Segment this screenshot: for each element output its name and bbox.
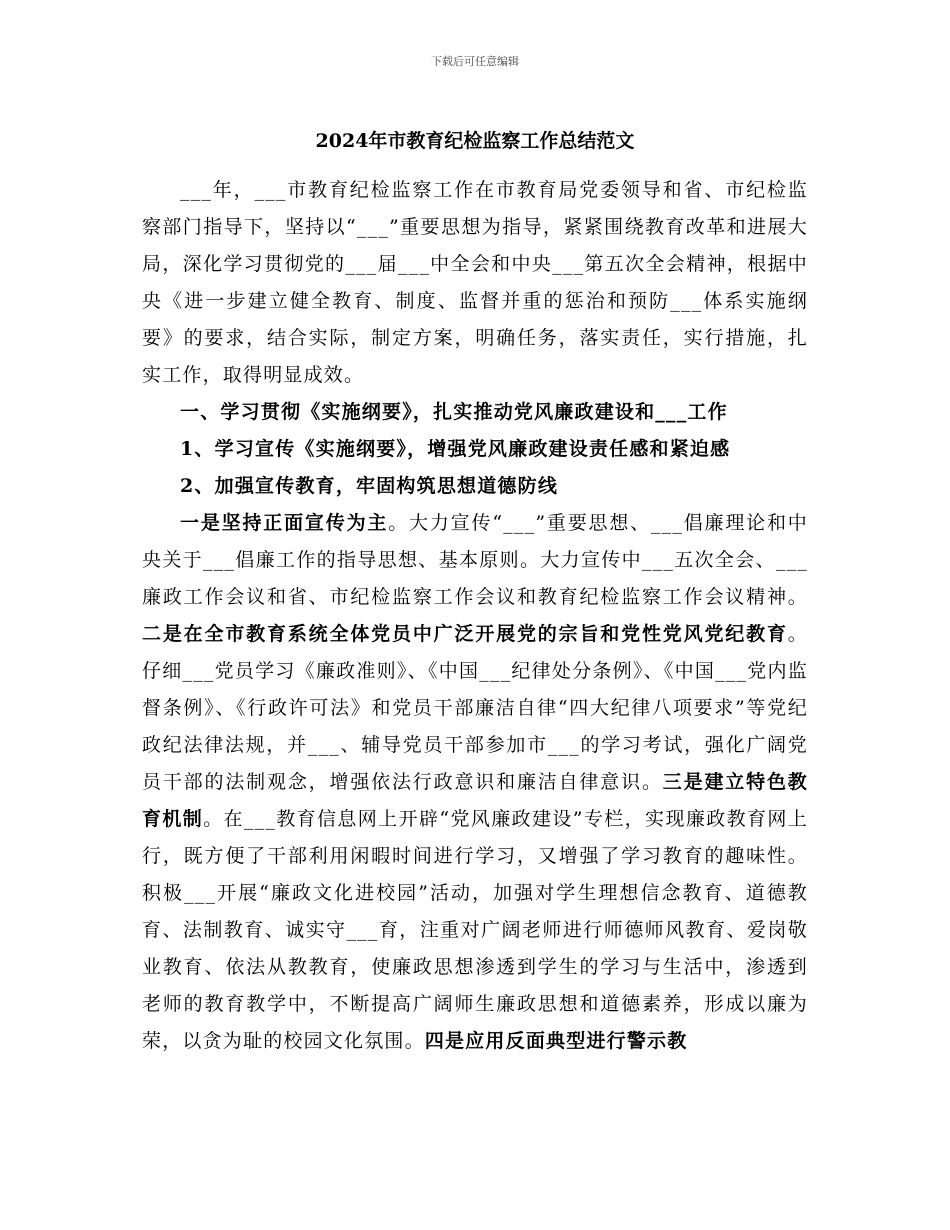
section-heading: 一、学习贯彻《实施纲要》，扎实推动党风廉政建设和___工作 [180,401,728,423]
section-heading: 2、加强宣传教育，牢固构筑思想道德防线 [180,475,559,497]
paragraph-text: 。在___教育信息网上开辟“党风廉政建设”专栏，实现廉政教育网上行，既方便了干部利用闲暇时间进行学习，又增强了学习教育的趣味性。积极___开展“廉政文化进校园”活动，加强对学生理想信念教育、道德教育、法制教育、诚实守___育，注重对广阔老师进行师德师风教育、爱岗敬业教育、依法从教教育，使廉政思想渗透到学生的学习与生活中，渗透到老师的教育教学中，不断提高广阔师生廉政思想和道德素养，形成以廉为荣，以贪为耻的校园文化氛围。 [142,808,808,1052]
emphasis-lead: 四是应用反面典型进行警示教 [424,1030,688,1052]
emphasis-lead: 一是坚持正面宣传为主 [180,512,389,534]
paragraph-text: 。大力宣传“___”重要思想、___倡廉理论和中央关于___倡廉工作的指导思想、基本原则。大力宣传中___五次全会、___廉政工作会议和省、市纪检监察工作会议和教育纪检监察工作会议精神。 [142,512,808,608]
document-body [142,172,808,1060]
body-paragraph [142,172,808,394]
body-paragraph [142,505,808,1060]
paragraph-text: ___年，___市教育纪检监察工作在市教育局党委领导和省、市纪检监察部门指导下，坚持以“___”重要思想为指导，紧紧围绕教育改革和进展大局，深化学习贯彻党的___届___中全会和中央___第五次全会精神，根据中央《进一步建立健全教育、制度、监督并重的惩治和预防___体系实施纲要》的要求，结合实际，制定方案，明确任务，落实责任，实行措施，扎实工作，取得明显成效。 [142,179,808,386]
paragraph-text: 。仔细___党员学习《廉政准则》、《中国___纪律处分条例》、《中国___党内监督条例》、《行政许可法》和党员干部廉洁自律“四大纪律八项要求”等党纪政纪法律法规，并___、辅导党员干部参加市___的学习考试，强化广阔党员干部的法制观念，增强依法行政意识和廉洁自律意识。 [142,623,808,793]
section-heading: 1、学习宣传《实施纲要》，增强党风廉政建设责任感和紧迫感 [180,438,731,460]
page-header: 下载后可任意编辑 [431,55,519,68]
emphasis-lead: 二是在全市教育系统全体党员中广泛开展党的宗旨和党性党风党纪教育 [142,623,788,645]
document-title: 2024年市教育纪检监察工作总结范文 [315,130,635,152]
emphasis-lead: 三是建立特色教育机制 [142,771,808,830]
